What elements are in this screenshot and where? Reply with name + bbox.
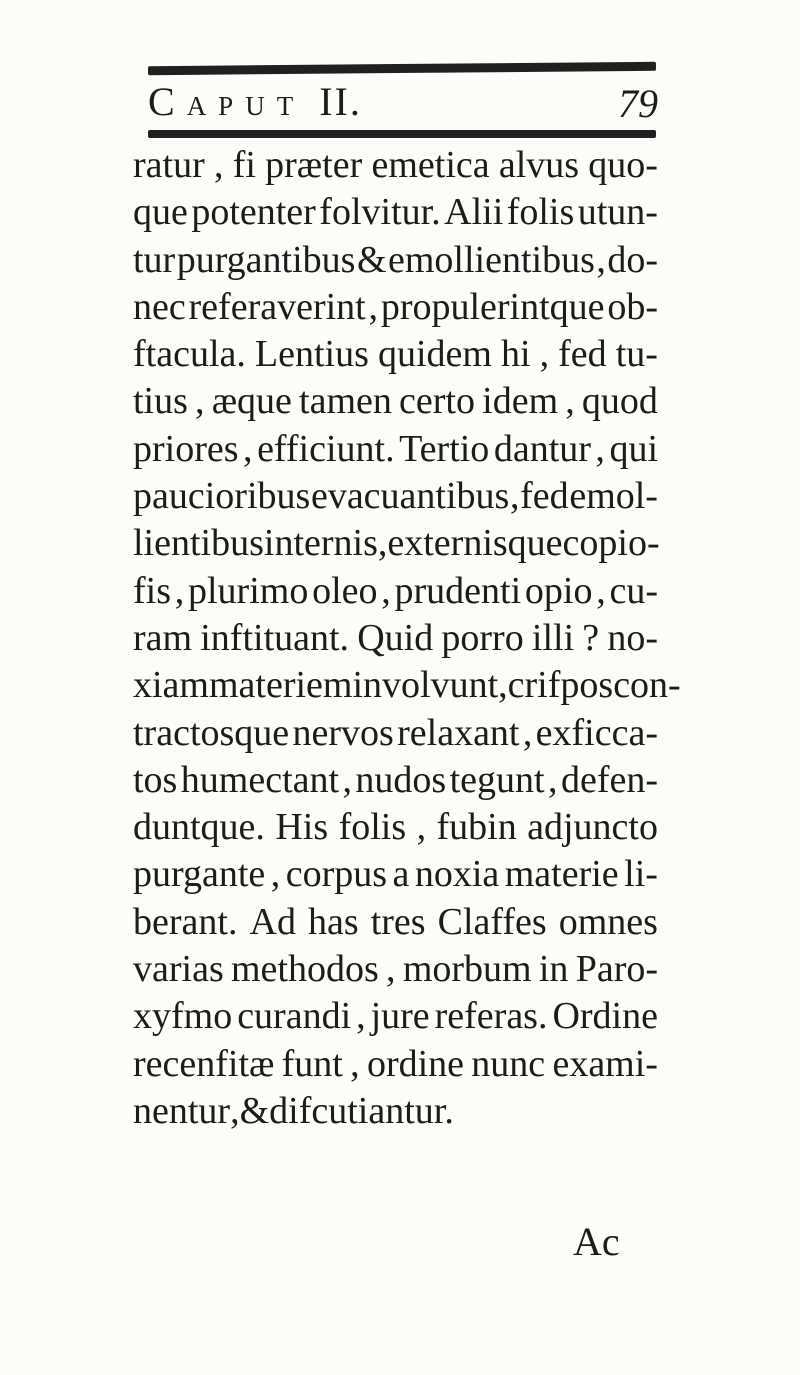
text-line: duntque. His folis , fubin adjuncto xyxy=(133,806,658,849)
text-line: recenfitæ funt , ordine nunc exami- xyxy=(133,1042,658,1085)
text-line: tos humectant , nudos tegunt , defen- xyxy=(133,758,658,801)
page-number: 79 xyxy=(618,81,658,126)
text-line: tractosque nervos relaxant , exficca- xyxy=(133,711,658,754)
header-bottom-rule xyxy=(148,130,656,138)
text-line: priores , efficiunt. Tertio dantur , qui xyxy=(133,427,658,470)
text-line: berant. Ad has tres Claffes omnes xyxy=(133,900,658,943)
text-line: purgante , corpus a noxia materie li- xyxy=(133,853,658,896)
text-line: ftacula. Lentius quidem hi , fed tu- xyxy=(133,333,658,376)
text-line: xiam materiem involvunt , crifpos con- xyxy=(133,664,681,707)
text-line: lientibus internis , externisque copio- xyxy=(133,522,660,565)
text-line: varias methodos , morbum in Paro- xyxy=(133,948,658,991)
text-line: nentur , & difcutiantur. xyxy=(133,1089,454,1132)
text-line: ram inftituant. Quid porro illi ? no- xyxy=(133,616,658,659)
body-text xyxy=(133,142,681,1135)
text-line: que potenter folvitur. Alii folis utun- xyxy=(133,191,658,234)
text-line: nec referaverint , propulerintque ob- xyxy=(133,285,658,328)
text-line: tius , æque tamen certo idem , quod xyxy=(133,380,658,423)
text-line: paucioribus evacuantibus , fed emol- xyxy=(133,475,658,518)
text-line: xyfmo curandi , jure referas. Ordine xyxy=(133,995,658,1038)
chapter-title: CAPUT II. xyxy=(148,79,362,124)
catchword: Ac xyxy=(573,1219,620,1264)
header-top-rule xyxy=(148,62,656,75)
text-line: tur purgantibus & emollientibus , do- xyxy=(133,238,658,281)
running-head xyxy=(148,78,658,126)
text-line: ratur , fi præter emetica alvus quo- xyxy=(133,144,658,186)
text-line: fis , plurimo oleo , prudenti opio , cu- xyxy=(133,569,658,612)
